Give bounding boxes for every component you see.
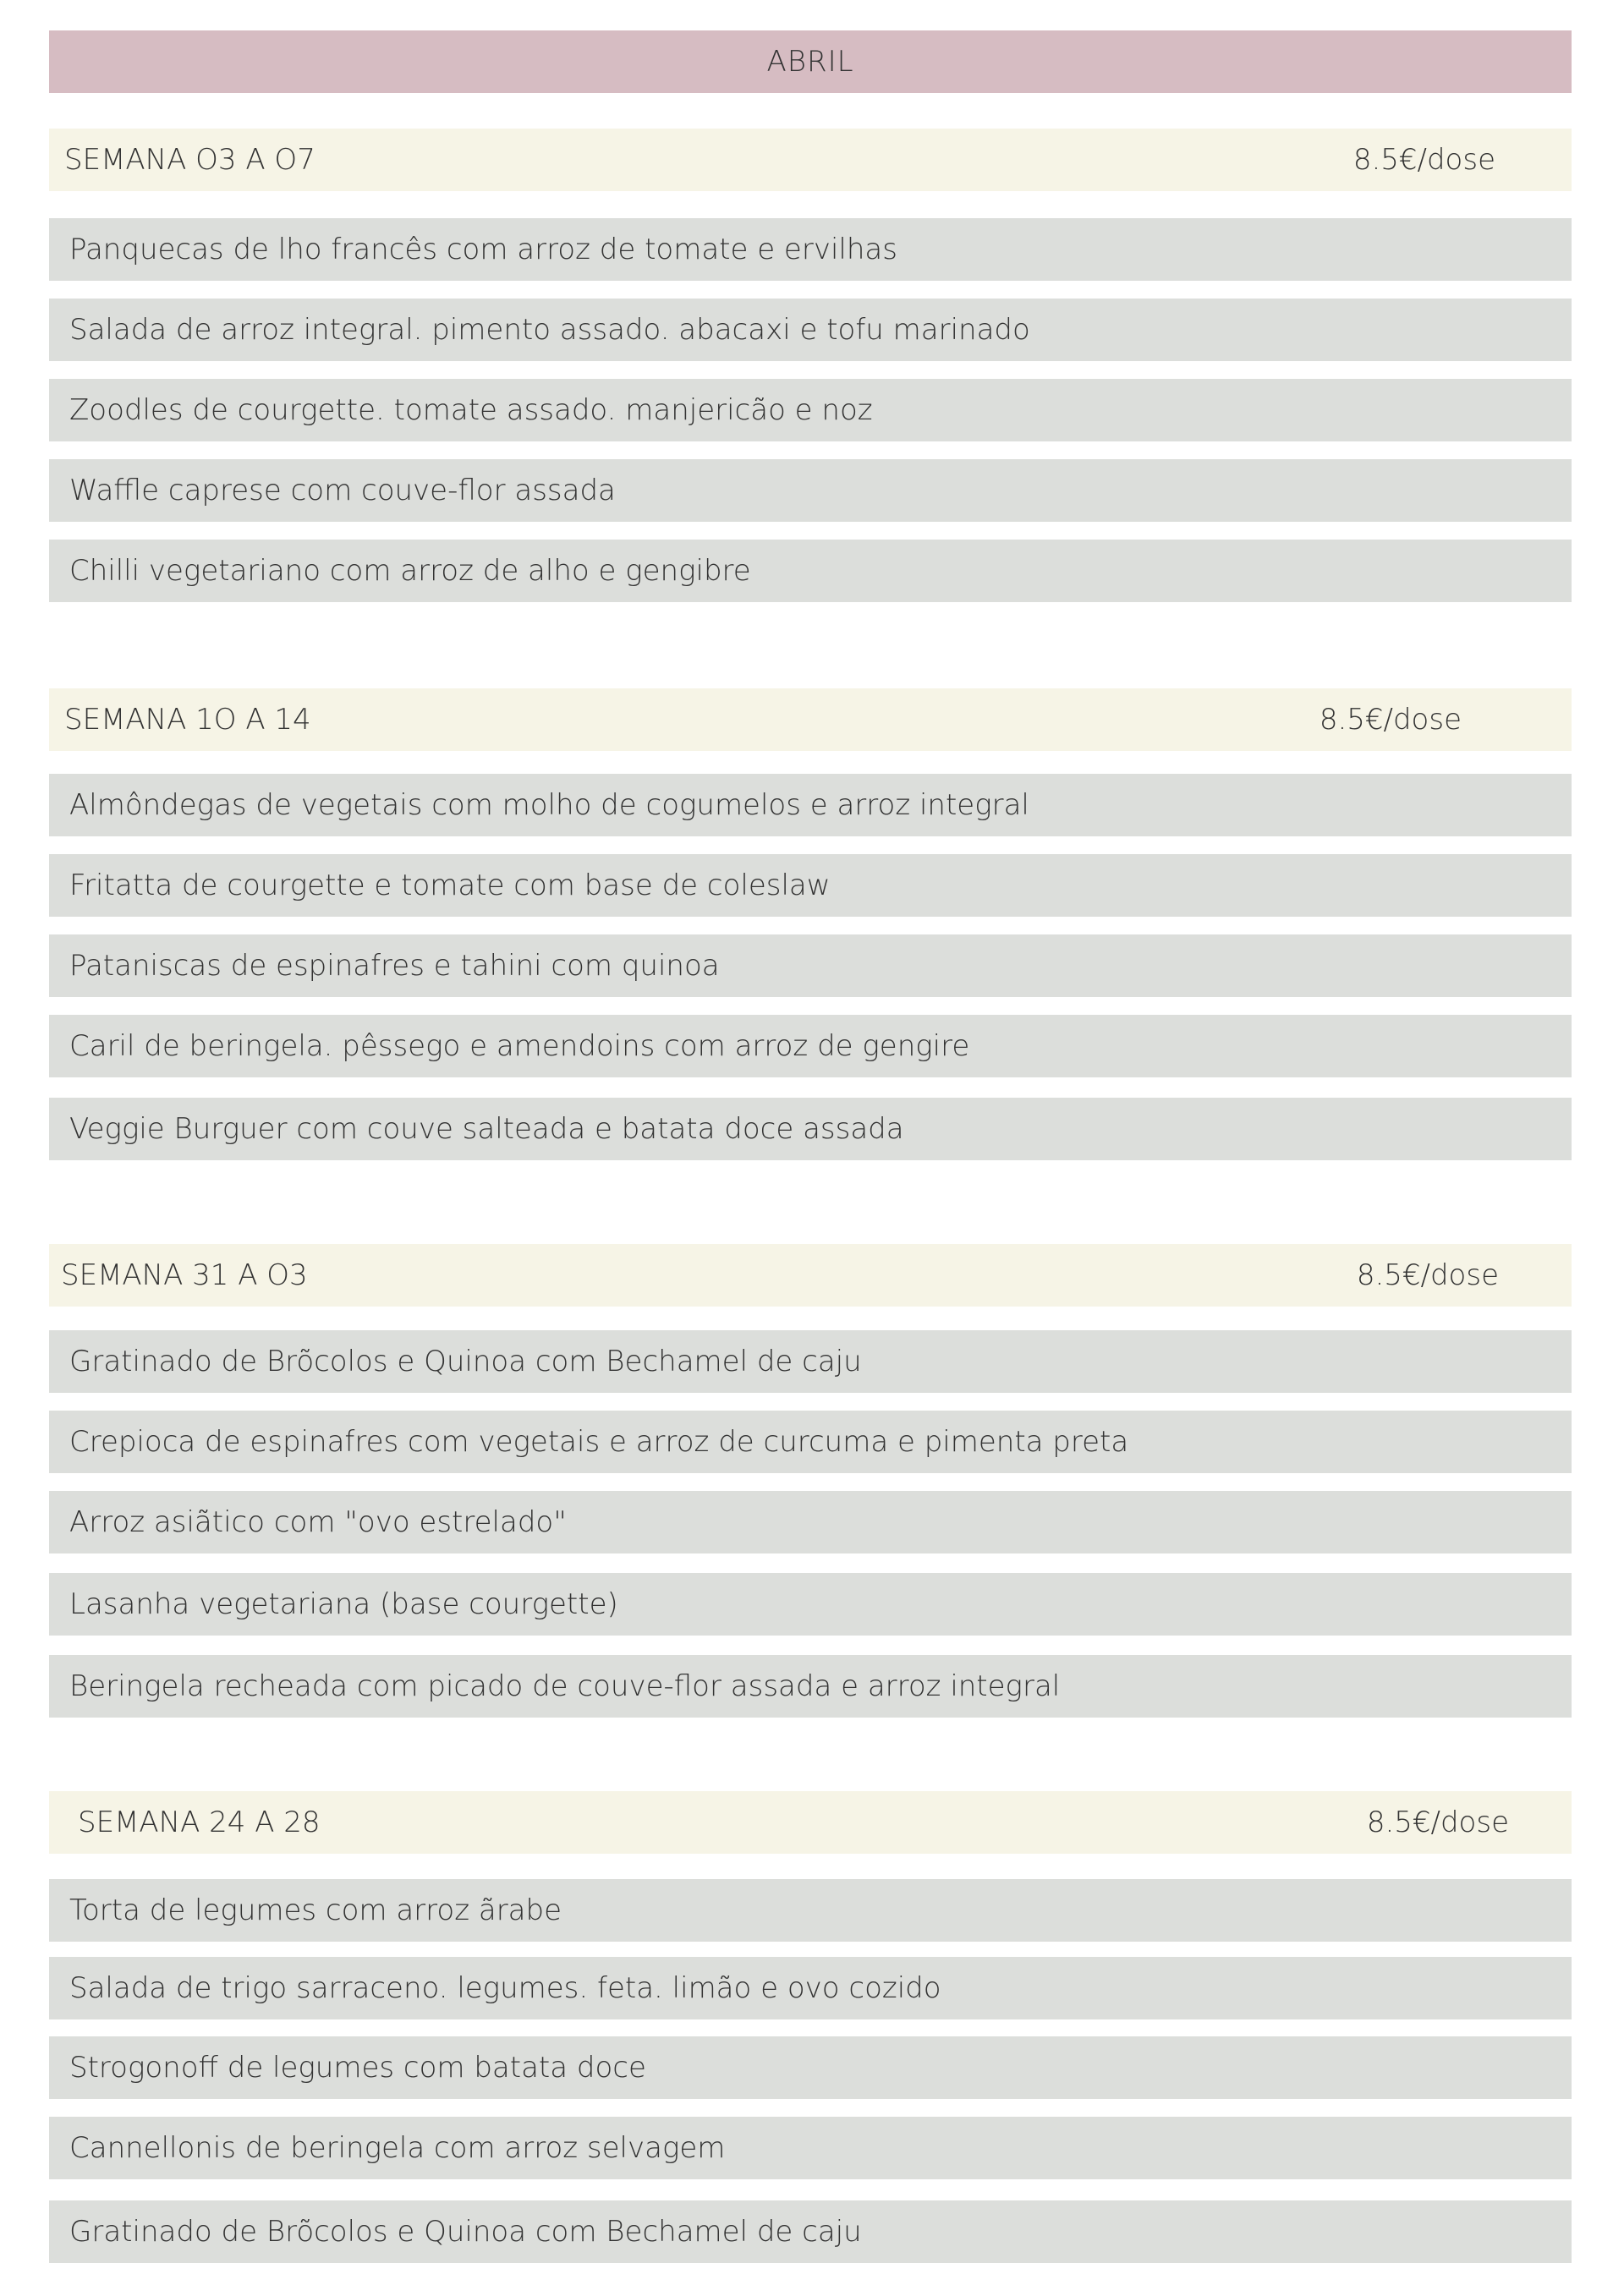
dish-item: Caril de beringela. pêssego e amendoins com arroz de gengire <box>49 1015 1572 1077</box>
week-title: SEMANA 1O A 14 <box>64 703 311 737</box>
week-price: 8.5€/dose <box>1352 143 1495 177</box>
dish-item: Zoodles de courgette. tomate assado. manjericão e noz <box>49 379 1572 441</box>
week-title: SEMANA O3 A O7 <box>64 143 315 177</box>
week-header <box>49 129 1572 191</box>
dish-item: Arroz asiãtico com "ovo estrelado" <box>49 1491 1572 1553</box>
week-price: 8.5€/dose <box>1319 703 1462 737</box>
dish-item: Cannellonis de beringela com arroz selvagem <box>49 2117 1572 2179</box>
dish-item: Panquecas de lho francês com arroz de tomate e ervilhas <box>49 218 1572 281</box>
dish-item: Almôndegas de vegetais com molho de cogumelos e arroz integral <box>49 774 1572 836</box>
dish-item: Veggie Burguer com couve salteada e batata doce assada <box>49 1098 1572 1160</box>
week-header <box>49 1244 1572 1307</box>
dish-item: Beringela recheada com picado de couve-flor assada e arroz integral <box>49 1655 1572 1718</box>
dish-item: Crepioca de espinafres com vegetais e arroz de curcuma e pimenta preta <box>49 1411 1572 1473</box>
month-title: ABRIL <box>766 45 854 79</box>
dish-item: Fritatta de courgette e tomate com base de coleslaw <box>49 854 1572 917</box>
dish-item: Gratinado de Brõcolos e Quinoa com Bechamel de caju <box>49 1330 1572 1393</box>
dish-item: Chilli vegetariano com arroz de alho e gengibre <box>49 540 1572 602</box>
dish-item: Pataniscas de espinafres e tahini com quinoa <box>49 934 1572 997</box>
dish-item: Gratinado de Brõcolos e Quinoa com Bechamel de caju <box>49 2200 1572 2263</box>
week-title: SEMANA 31 A O3 <box>61 1258 308 1292</box>
week-header <box>49 1791 1572 1854</box>
dish-item: Waffle caprese com couve-flor assada <box>49 459 1572 522</box>
week-price: 8.5€/dose <box>1356 1258 1499 1292</box>
dish-item: Salada de arroz integral. pimento assado. abacaxi e tofu marinado <box>49 299 1572 361</box>
week-title: SEMANA 24 A 28 <box>78 1806 321 1839</box>
dish-item: Torta de legumes com arroz ãrabe <box>49 1879 1572 1942</box>
month-header <box>49 30 1572 93</box>
week-price: 8.5€/dose <box>1366 1806 1509 1839</box>
dish-item: Salada de trigo sarraceno. legumes. feta. limão e ovo cozido <box>49 1957 1572 2019</box>
dish-item: Strogonoff de legumes com batata doce <box>49 2036 1572 2099</box>
dish-item: Lasanha vegetariana (base courgette) <box>49 1573 1572 1636</box>
week-header <box>49 688 1572 751</box>
